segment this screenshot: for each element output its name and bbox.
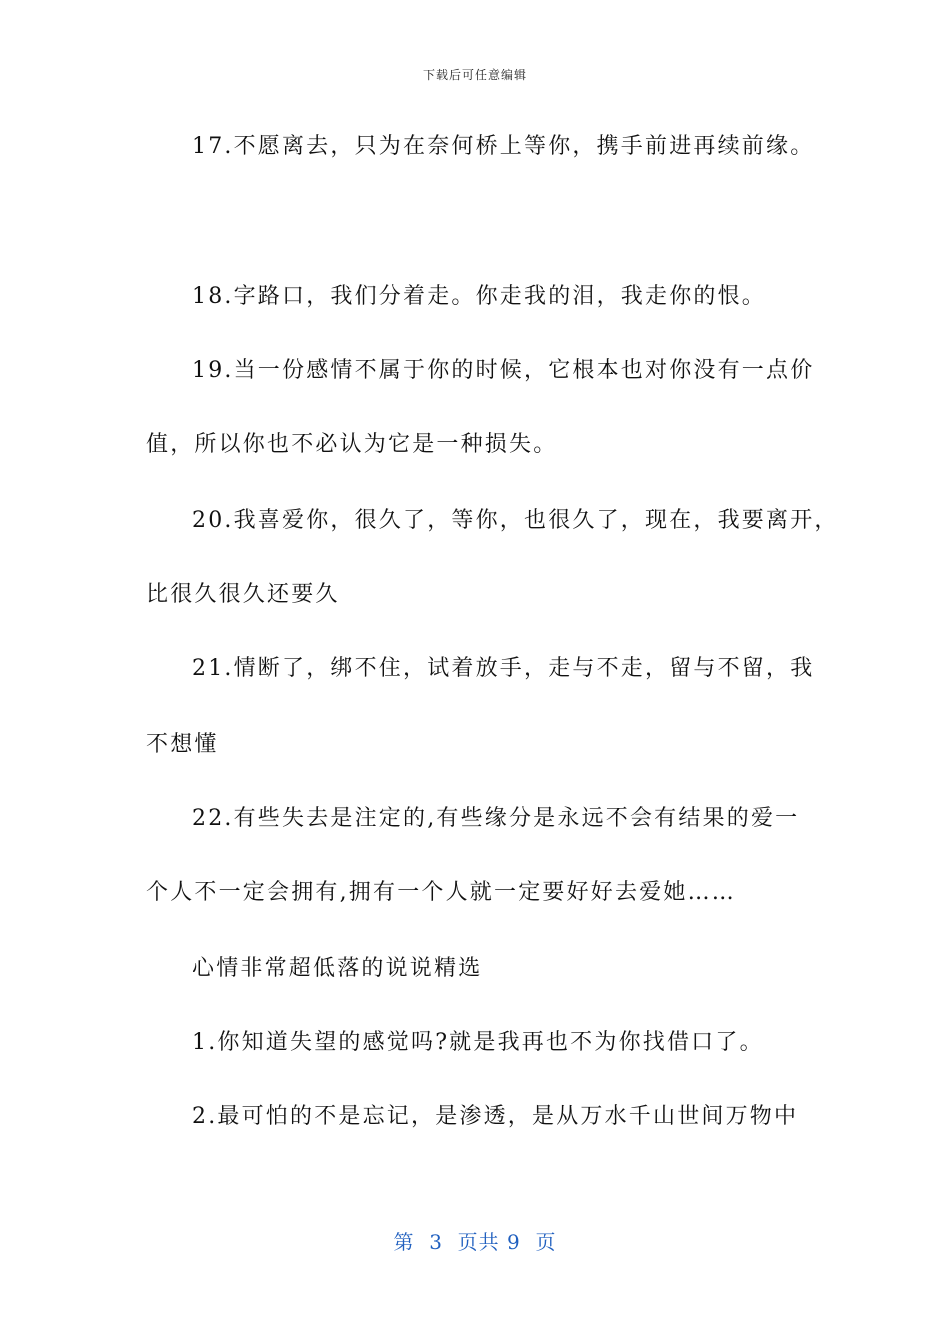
paragraph-20-line-1: 20.我喜爱你，很久了，等你，也很久了，现在，我要离开， [192, 508, 839, 533]
paragraph-22-line-1: 22.有些失去是注定的,有些缘分是永远不会有结果的爱一 [192, 806, 800, 831]
page-number-footer: 第 3 页共 9 页 [393, 1230, 557, 1254]
paragraph-19-line-1: 19.当一份感情不属于你的时候，它根本也对你没有一点价 [192, 358, 815, 383]
paragraph-17-line-1: 17.不愿离去，只为在奈何桥上等你，携手前进再续前缘。 [192, 134, 815, 159]
paragraph-21-line-2: 不想懂 [146, 732, 219, 757]
paragraph-20-line-2: 比很久很久还要久 [146, 582, 340, 607]
page-header-note: 下载后可任意编辑 [422, 68, 527, 82]
item-2-line-1: 2.最可怕的不是忘记，是渗透，是从万水千山世间万物中 [192, 1104, 799, 1129]
paragraph-22-line-2: 个人不一定会拥有,拥有一个人就一定要好好去爱她…… [146, 880, 736, 905]
item-1-line-1: 1.你知道失望的感觉吗?就是我再也不为你找借口了。 [192, 1030, 764, 1055]
paragraph-21-line-1: 21.情断了，绑不住，试着放手，走与不走，留与不留，我 [192, 656, 815, 681]
paragraph-18-line-1: 18.字路口，我们分着走。你走我的泪，我走你的恨。 [192, 284, 766, 309]
paragraph-19-line-2: 值，所以你也不必认为它是一种损失。 [146, 432, 558, 457]
section-heading: 心情非常超低落的说说精选 [192, 956, 483, 981]
